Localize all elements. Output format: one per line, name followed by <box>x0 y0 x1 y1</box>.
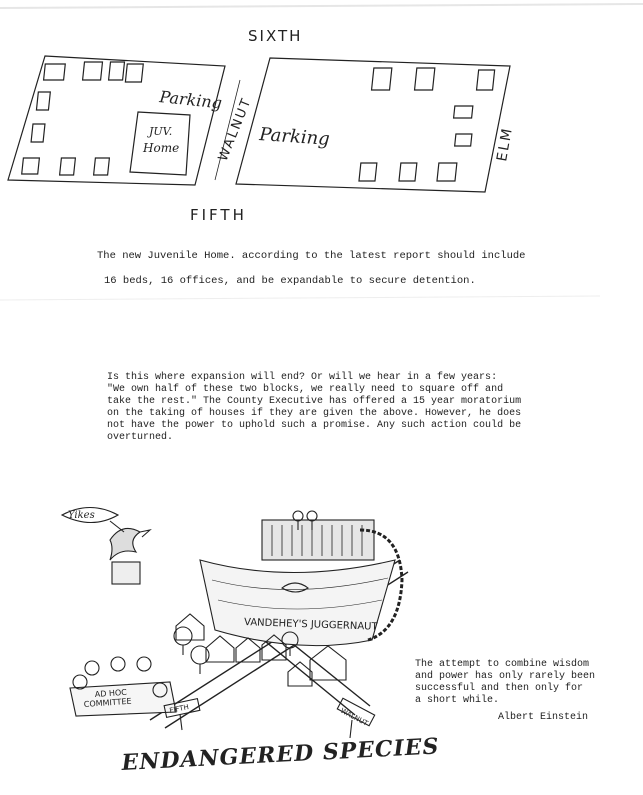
left-block-outline <box>8 56 225 185</box>
house-icon <box>31 124 45 142</box>
sign-fifth-label: FIFTH <box>168 703 190 715</box>
street-label-walnut: WALNUT <box>215 95 255 164</box>
house-icon <box>206 636 234 662</box>
house-icon <box>359 163 377 181</box>
house-icon <box>44 64 66 80</box>
bulldozer-cab <box>262 520 374 560</box>
house-icon <box>415 68 435 90</box>
parking-label-right: Parking <box>258 124 331 150</box>
house-icon <box>83 62 103 80</box>
house-icon <box>437 163 457 181</box>
juv-home-label-line1: JUV. <box>149 125 173 138</box>
house-icon <box>36 92 50 110</box>
street-map <box>8 56 510 192</box>
house-icon <box>94 158 110 175</box>
bird-exclamation: Yikes <box>68 510 95 521</box>
bird-figure <box>110 528 140 560</box>
juggernaut-label: VANDEHEY'S JUGGERNAUT <box>243 617 378 633</box>
sign-walnut-label: WALNUT <box>339 706 370 728</box>
house-icon <box>399 163 417 181</box>
house-icon <box>125 64 143 82</box>
juv-home-label-line2: Home <box>143 141 180 155</box>
committee-label-line2: COMMITTEE <box>83 696 132 709</box>
house-icon <box>236 638 260 662</box>
house-icon <box>288 662 312 686</box>
quote-author: Albert Einstein <box>498 712 589 723</box>
paragraph-juvenile-home-report: The new Juvenile Home. according to the latest report should include <box>97 250 526 262</box>
house-icon <box>372 68 392 90</box>
house-icon <box>455 134 472 146</box>
paragraph-expansion-concern: Is this where expansion will end? Or will we hear in a few years: "We own half of these two blocks, we really need to square off and take the rest." The County Executive has offered a 15 year moratorium on the taking of houses if they are given the above. However, he does not have the power to uphold such a promise. Any such action could be overturned. <box>107 372 522 443</box>
house-icon <box>60 158 76 175</box>
house-icon <box>454 106 473 118</box>
house-icon <box>109 62 125 80</box>
paragraph-juvenile-home-specs: 16 beds, 16 offices, and be expandable to secure detention. <box>104 275 476 287</box>
einstein-quote: The attempt to combine wisdom and power has only rarely been successful and then only for a short while. <box>415 659 596 706</box>
house-icon <box>22 158 40 174</box>
house-icon <box>477 70 495 90</box>
house-icon <box>310 646 346 680</box>
street-label-elm: ELM <box>494 125 516 163</box>
committee-label-line1: AD HOC <box>94 687 128 699</box>
street-label-fifth: FIFTH <box>190 206 247 224</box>
box-figure <box>112 562 140 584</box>
cartoon-caption: ENDANGERED SPECIES <box>120 733 441 776</box>
street-label-sixth: SIXTH <box>248 27 303 45</box>
parking-label-left: Parking <box>158 87 223 113</box>
